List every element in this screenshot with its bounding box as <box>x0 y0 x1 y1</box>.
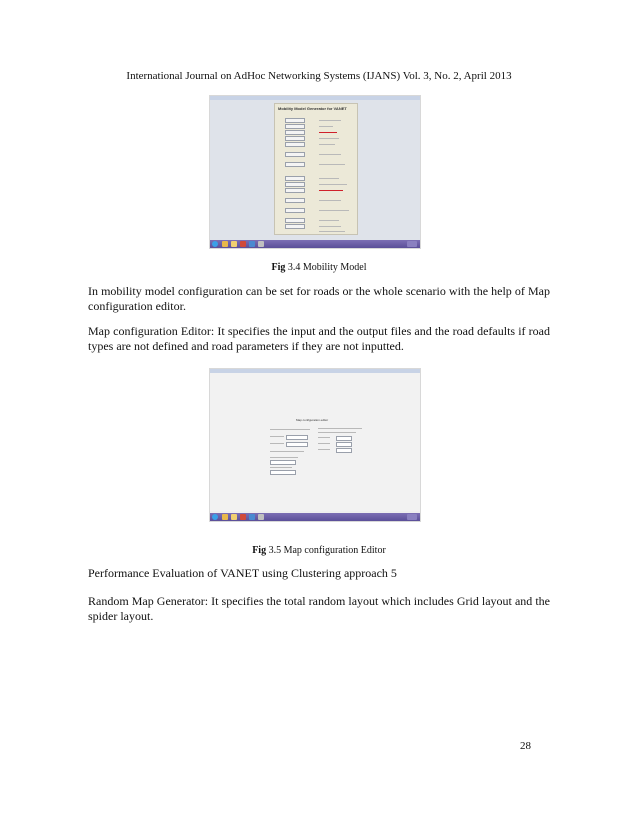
taskbar-app-icon <box>222 514 228 520</box>
caption-text: 3.4 Mobility Model <box>285 262 367 273</box>
screenshot-text-line <box>270 429 310 430</box>
screenshot-text-line <box>319 184 347 185</box>
screenshot-text-line <box>319 220 339 221</box>
start-icon <box>212 241 218 247</box>
screenshot-text-line <box>319 126 333 127</box>
screenshot-text-line <box>270 451 304 452</box>
screenshot-text-line <box>319 120 341 121</box>
taskbar-app-icon <box>258 514 264 520</box>
screenshot-text-line <box>319 154 341 155</box>
screenshot-text-line <box>319 144 335 145</box>
screenshot-button <box>285 130 305 135</box>
figure-mobility-model-screenshot <box>209 95 421 249</box>
screenshot-text-line <box>319 231 345 232</box>
screenshot-select <box>270 470 296 475</box>
screenshot-text-line <box>318 437 330 438</box>
figure-caption <box>0 262 638 273</box>
screenshot-text-line <box>319 200 341 201</box>
screenshot-titlebar <box>210 96 420 100</box>
screenshot-input <box>336 436 352 441</box>
caption-text: 3.5 Map configuration Editor <box>266 545 386 556</box>
screenshot-text-line <box>319 138 339 139</box>
screenshot-input <box>336 448 352 453</box>
paragraph: Performance Evaluation of VANET using Clustering approach 5 <box>88 566 397 580</box>
screenshot-button <box>285 224 305 229</box>
paragraph: Random Map Generator: It specifies the total random layout which includes Grid layout and the spider layout. <box>88 594 550 623</box>
screenshot-button <box>285 162 305 167</box>
figure-caption <box>0 545 638 556</box>
taskbar-app-icon <box>240 514 246 520</box>
screenshot-text-line <box>318 443 330 444</box>
screenshot-window <box>210 369 420 521</box>
screenshot-input <box>286 442 308 447</box>
taskbar-app-icon <box>231 514 237 520</box>
screenshot-title: Map configuration editor <box>296 418 329 422</box>
caption-label: Fig <box>271 262 286 273</box>
figure-map-config-editor-screenshot <box>209 368 421 522</box>
screenshot-button <box>285 152 305 157</box>
taskbar-app-icon <box>231 241 237 247</box>
screenshot-taskbar <box>210 240 420 248</box>
screenshot-window <box>210 96 420 248</box>
screenshot-text-line <box>318 432 356 433</box>
paragraph: Map configuration Editor: It specifies the input and the output files and the road defaults if road types are not defined and road parameters if they are not inputted. <box>88 324 550 353</box>
taskbar-app-icon <box>258 241 264 247</box>
screenshot-select <box>270 460 296 465</box>
screenshot-button <box>285 124 305 129</box>
screenshot-text-line <box>319 164 345 165</box>
screenshot-input <box>336 442 352 447</box>
caption-label: Fig <box>252 545 267 556</box>
screenshot-text-line <box>318 449 330 450</box>
screenshot-text-line <box>319 132 337 133</box>
screenshot-main-panel <box>274 103 358 235</box>
running-header: International Journal on AdHoc Networking Systems (IJANS) Vol. 3, No. 2, April 2013 <box>126 70 512 82</box>
screenshot-button <box>285 182 305 187</box>
screenshot-text-line <box>319 210 349 211</box>
screenshot-text-line <box>319 226 341 227</box>
taskbar-app-icon <box>249 241 255 247</box>
screenshot-input <box>286 435 308 440</box>
taskbar-app-icon <box>240 241 246 247</box>
start-icon <box>212 514 218 520</box>
screenshot-button <box>285 118 305 123</box>
screenshot-button <box>285 198 305 203</box>
screenshot-text-line <box>270 436 284 437</box>
screenshot-button <box>285 136 305 141</box>
clock-icon <box>407 514 417 520</box>
screenshot-taskbar <box>210 513 420 521</box>
screenshot-text-line <box>270 457 298 458</box>
screenshot-button <box>285 218 305 223</box>
screenshot-text-line <box>319 190 343 191</box>
taskbar-app-icon <box>249 514 255 520</box>
taskbar-app-icon <box>222 241 228 247</box>
screenshot-button <box>285 208 305 213</box>
clock-icon <box>407 241 417 247</box>
screenshot-button <box>285 142 305 147</box>
screenshot-button <box>285 176 305 181</box>
screenshot-text-line <box>319 178 339 179</box>
screenshot-text-line <box>270 443 284 444</box>
screenshot-button <box>285 188 305 193</box>
screenshot-title: Mobility Model Generator for VANET <box>278 106 347 111</box>
screenshot-dialog-panel <box>210 373 420 511</box>
page-number: 28 <box>520 740 531 752</box>
paragraph: In mobility model configuration can be set for roads or the whole scenario with the help of Map configuration editor. <box>88 284 550 313</box>
screenshot-text-line <box>270 467 292 468</box>
screenshot-text-line <box>318 428 362 429</box>
